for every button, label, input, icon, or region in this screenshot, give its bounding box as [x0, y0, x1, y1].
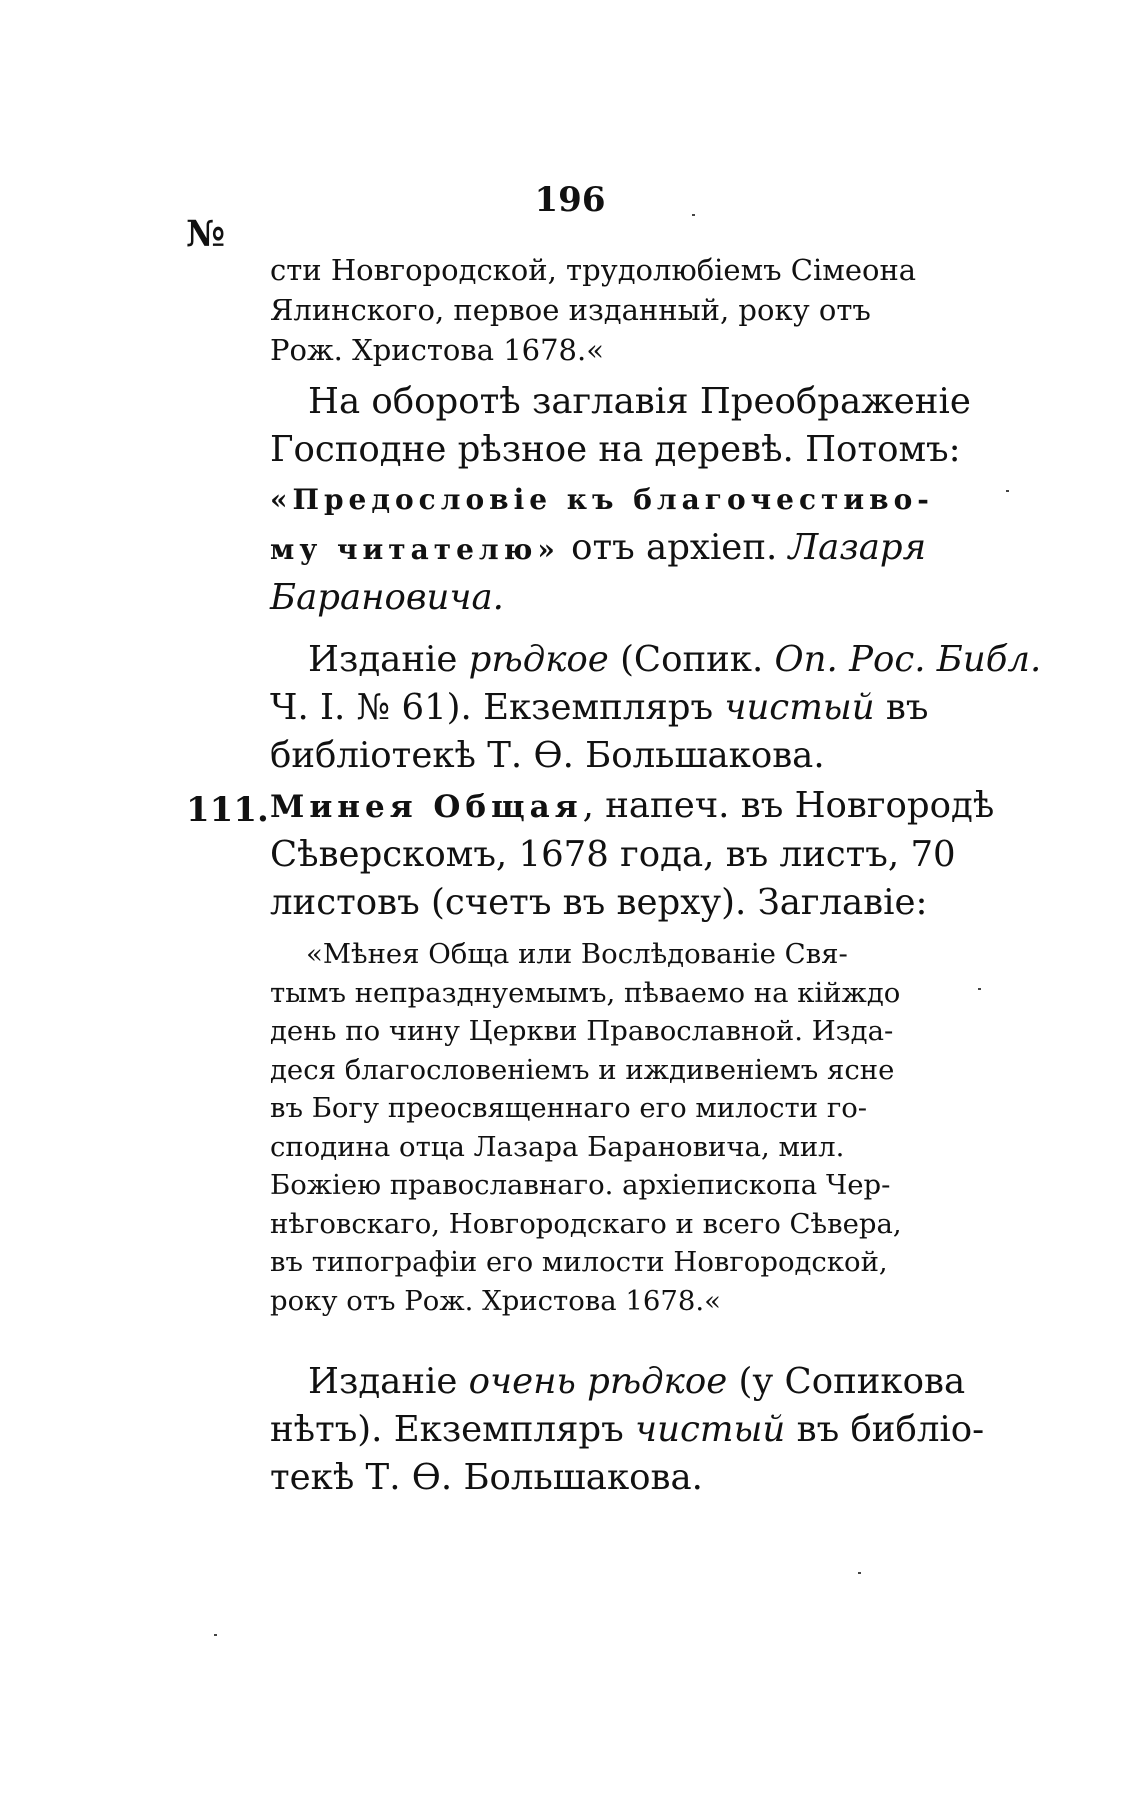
text-line: Сѣверскомъ, 1678 года, въ листъ, 70 [270, 834, 956, 875]
page-number: 196 [534, 180, 606, 220]
quoted-title-block [270, 935, 956, 1320]
italic-name: Барановича. [270, 577, 504, 618]
text-line: сподина отца Лазара Барановича, мил. [270, 1130, 845, 1163]
italic-word: чистый [724, 687, 875, 728]
text-line: сти Новгородской, трудолюбіемъ Сімеона [270, 253, 917, 287]
text-run: , напеч. въ Новгородѣ [582, 785, 995, 826]
text-line [270, 474, 956, 524]
text-run: (у Сопикова [727, 1361, 966, 1402]
scan-speck [1006, 490, 1009, 492]
entry-title: Минея Общая [270, 789, 583, 825]
text-line: деся благословеніемъ и иждивеніемъ ясне [270, 1053, 895, 1086]
spaced-title: му читателю» [270, 533, 560, 566]
text-line: нѣговскаго, Новгородскаго и всего Сѣвера, [270, 1207, 902, 1240]
paragraph-rarity-note [270, 1358, 985, 1502]
paragraph-reverse-description [270, 378, 971, 622]
entry-number: 111. [186, 790, 269, 830]
text-line: Ялинского, первое изданный, року отъ [270, 293, 871, 327]
text-line [270, 524, 956, 574]
text-line: листовъ (счетъ въ верху). Заглавіе: [270, 882, 928, 923]
text-run: Изданіе [308, 639, 469, 680]
text-line: Рож. Христова 1678.« [270, 333, 604, 367]
paragraph-title-continuation [270, 250, 956, 370]
text-line [270, 1406, 985, 1454]
text-line: року отъ Рож. Христова 1678.« [270, 1284, 721, 1317]
text-line: текѣ Т. Ѳ. Большакова. [270, 1457, 703, 1498]
scan-speck [214, 1634, 217, 1636]
text-line: Божіею православнаго. архіепископа Чер- [270, 1169, 891, 1201]
text-run: въ [874, 687, 929, 728]
paragraph-edition-note [270, 636, 1042, 780]
text-run: (Сопик. [608, 639, 775, 680]
text-line: На оборотѣ заглавія Преображеніе [308, 381, 971, 422]
text-run: Изданіе [308, 1361, 469, 1402]
text-line: день по чину Церкви Православной. Изда- [270, 1015, 894, 1047]
text-run: отъ архіеп. [559, 527, 789, 568]
text-line: библіотекѣ Т. Ѳ. Большакова. [270, 735, 825, 776]
text-line [270, 782, 995, 831]
text-line: въ Богу преосвященнаго его милости го- [270, 1092, 868, 1124]
text-line [270, 636, 1042, 684]
text-line [270, 1358, 966, 1406]
text-run: Ч. I. № 61). Екземпляръ [270, 687, 725, 728]
italic-reference: Оп. Рос. Библ. [774, 639, 1042, 680]
italic-word: рѣдкое [468, 639, 609, 680]
italic-phrase: очень рѣдкое [468, 1361, 728, 1402]
text-line: «Мѣнея Обща или Вослѣдованіе Свя- [306, 938, 848, 970]
scan-speck [858, 1572, 861, 1574]
italic-name: Лазаря [788, 527, 927, 568]
text-line: тымъ непразднуемымъ, пѣваемо на кійждо [270, 976, 901, 1009]
italic-word: чистый [635, 1409, 786, 1450]
text-line: въ типографіи его милости Новгородской, [270, 1246, 888, 1278]
entry-111 [270, 782, 995, 927]
scan-speck [692, 214, 695, 216]
margin-number-sign: № [186, 213, 226, 255]
text-line [270, 684, 956, 732]
text-run: нѣтъ). Екземпляръ [270, 1409, 636, 1450]
text-run: въ библіо- [785, 1409, 985, 1450]
spaced-title: «Предословіе къ благочестиво- [270, 483, 934, 516]
scan-speck [978, 988, 981, 990]
text-line: Господне рѣзное на деревѣ. Потомъ: [270, 429, 961, 470]
